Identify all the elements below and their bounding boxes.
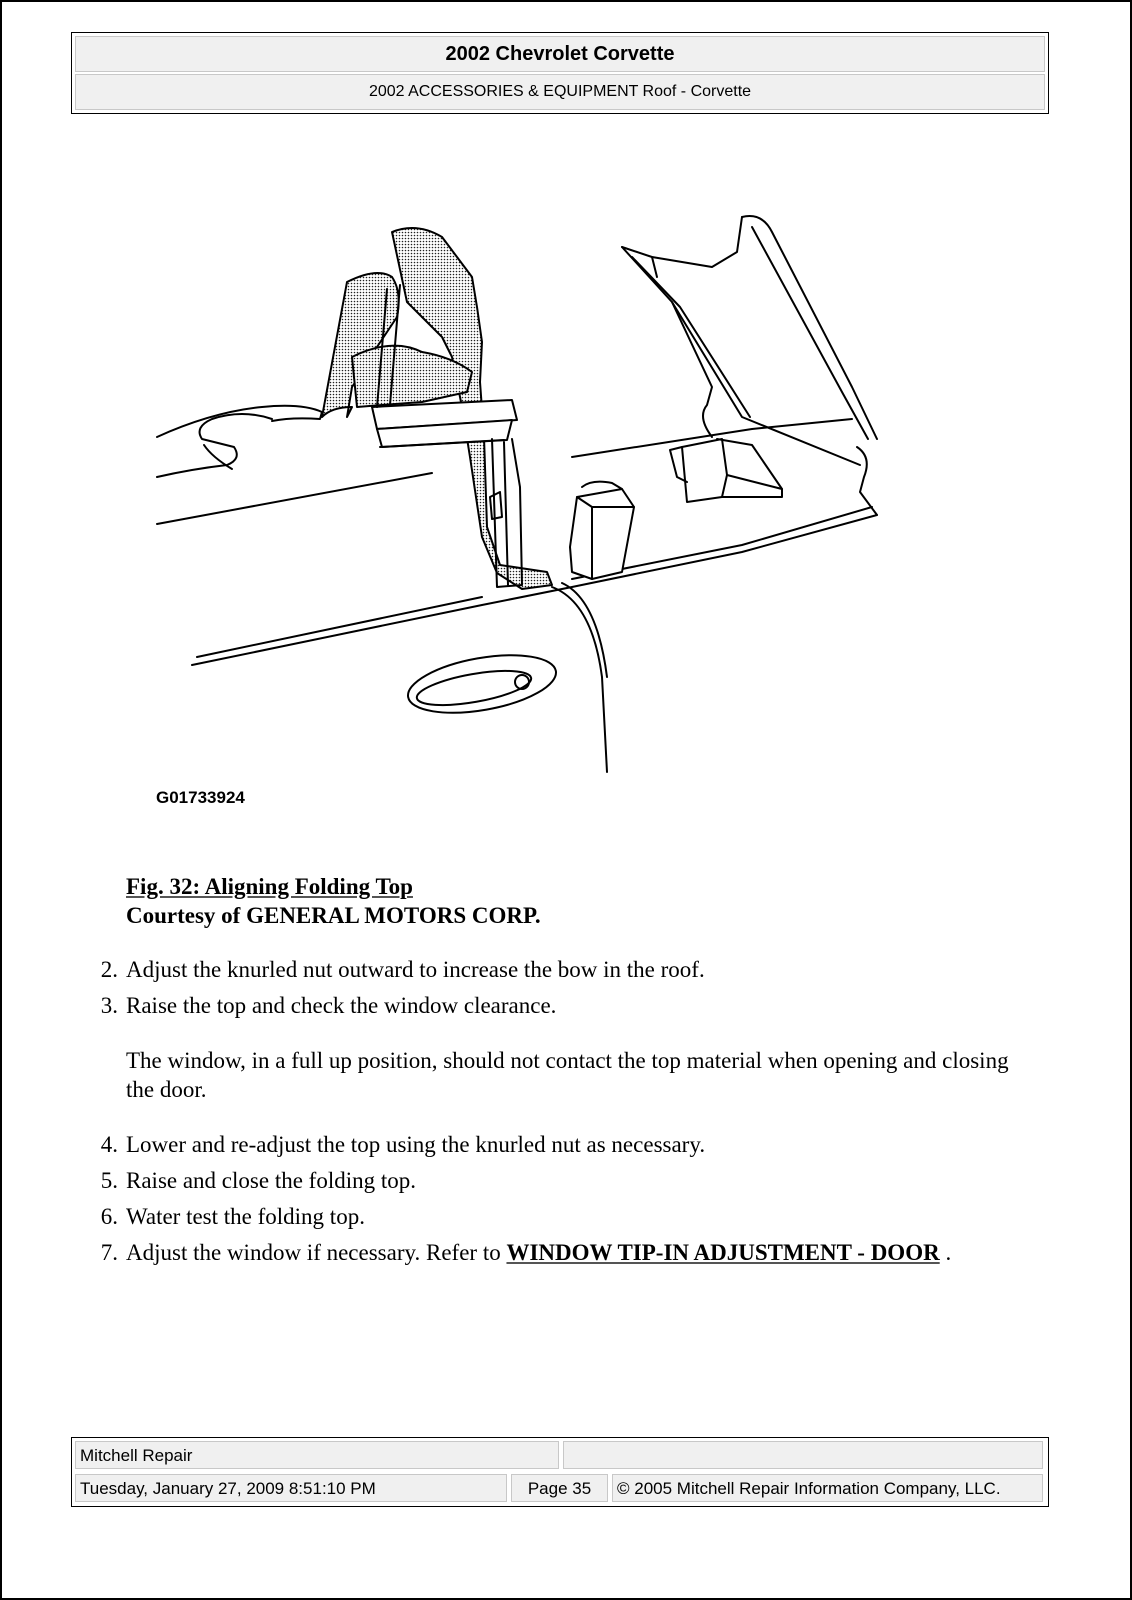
step-text: Lower and re-adjust the top using the knurled nut as necessary.: [126, 1132, 706, 1157]
footer-copyright: © 2005 Mitchell Repair Information Company, LLC.: [612, 1474, 1043, 1502]
list-item: [82, 1166, 1022, 1195]
step-number: 4.: [100, 1132, 118, 1157]
step-number: 7.: [100, 1240, 118, 1265]
step-text: Adjust the knurled nut outward to increase the bow in the roof.: [126, 957, 705, 982]
step-text: Raise and close the folding top.: [126, 1168, 416, 1193]
page-footer: [71, 1437, 1049, 1507]
footer-blank-cell: [563, 1441, 1043, 1469]
list-item: [82, 991, 1022, 1020]
list-item: [82, 955, 1022, 984]
step-text-tail: .: [939, 1240, 952, 1265]
footer-page-number: Page 35: [511, 1474, 608, 1502]
step-note: The window, in a full up position, should not contact the top material when opening and closing the door.: [126, 1048, 1009, 1102]
list-item: [82, 1130, 1022, 1159]
step-text: Water test the folding top.: [126, 1204, 365, 1229]
footer-company: Mitchell Repair: [75, 1441, 559, 1469]
step-text: Raise the top and check the window clearance.: [126, 993, 557, 1018]
window-tip-in-adjustment-link[interactable]: WINDOW TIP-IN ADJUSTMENT - DOOR: [506, 1240, 940, 1265]
figure-id: G01733924: [156, 788, 245, 807]
step-number: 2.: [100, 957, 118, 982]
procedure-steps: [82, 955, 1022, 1267]
page-header: [71, 32, 1049, 114]
figure-caption: [126, 872, 541, 930]
header-title: 2002 Chevrolet Corvette: [75, 36, 1045, 72]
folding-top-illustration: [152, 207, 892, 782]
header-subtitle: 2002 ACCESSORIES & EQUIPMENT Roof - Corvette: [75, 74, 1045, 110]
step-number: 3.: [100, 993, 118, 1018]
footer-datetime: Tuesday, January 27, 2009 8:51:10 PM: [75, 1474, 507, 1502]
step-number: 5.: [100, 1168, 118, 1193]
list-item: [82, 1202, 1022, 1231]
step-number: 6.: [100, 1204, 118, 1229]
figure-caption-title[interactable]: Fig. 32: Aligning Folding Top: [126, 874, 413, 899]
step-text: Adjust the window if necessary. Refer to: [126, 1240, 507, 1265]
figure-caption-credit: Courtesy of GENERAL MOTORS CORP.: [126, 903, 541, 928]
list-item: [82, 1238, 1022, 1267]
